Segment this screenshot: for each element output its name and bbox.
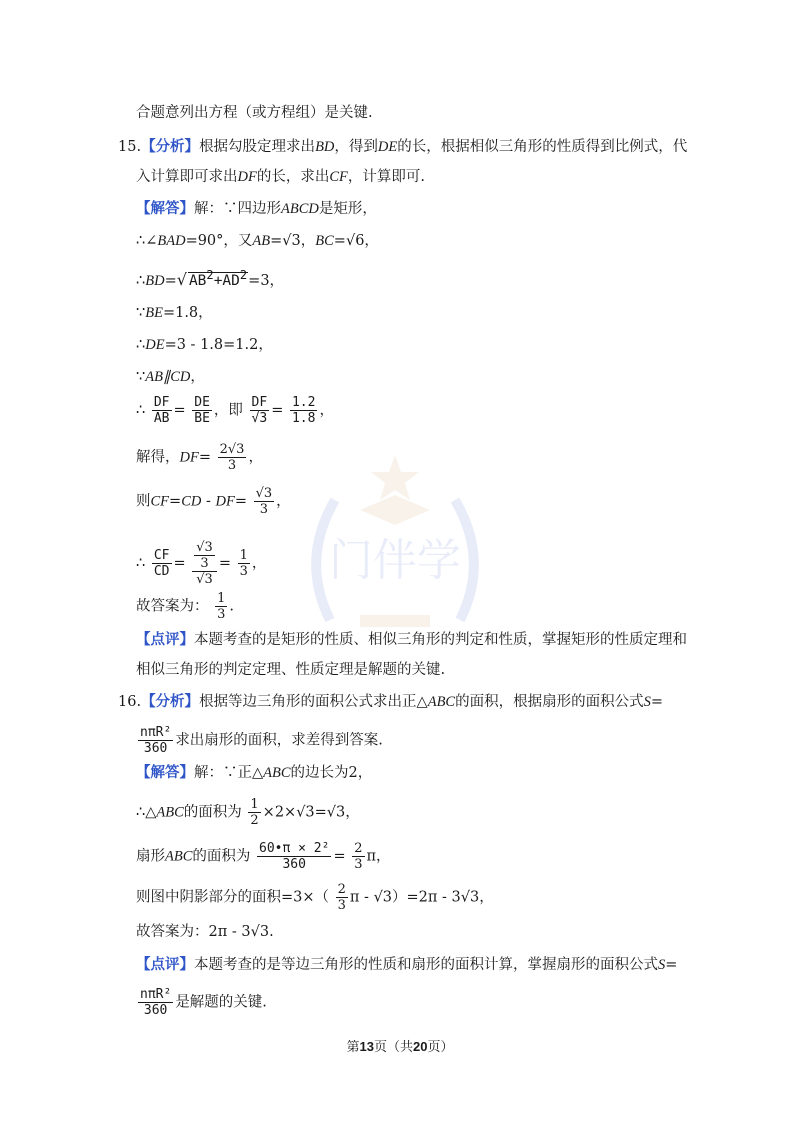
page-number: 13 xyxy=(359,1039,374,1054)
text: 第 xyxy=(346,1040,360,1055)
q16-number: 16. xyxy=(118,694,142,710)
watermark-text: 门伴学 xyxy=(329,535,461,586)
text: 故答案为：2π - 3√3. xyxy=(136,924,274,940)
var: ABC xyxy=(156,804,184,821)
q15-step-8 xyxy=(136,442,263,473)
var-bd: BD xyxy=(315,139,335,155)
text: ， xyxy=(251,555,267,572)
numerator: 2 xyxy=(354,841,363,856)
denominator: BE xyxy=(194,411,210,426)
var: ABC xyxy=(427,694,456,710)
var: DF xyxy=(215,493,235,510)
fraction xyxy=(218,442,247,473)
text: ∵ xyxy=(136,305,146,321)
var-cf: CF xyxy=(329,169,348,185)
var: AB xyxy=(252,233,271,249)
text: ， xyxy=(364,233,379,249)
q15-step-10 xyxy=(136,540,266,587)
q16-final-answer xyxy=(136,922,274,942)
text: 则图中阴影部分的面积=3×（ xyxy=(136,889,330,906)
total-pages: 20 xyxy=(413,1039,428,1054)
text: ，得到 xyxy=(334,139,378,155)
numerator: nπR² xyxy=(140,987,172,1002)
text: 根据等边三角形的面积公式求出正△ xyxy=(199,694,428,710)
text: = xyxy=(169,493,182,510)
denominator: 360 xyxy=(143,1003,168,1018)
q16-comment-line-2 xyxy=(136,987,267,1018)
q15-step-2 xyxy=(136,231,379,251)
denominator: CD xyxy=(153,564,170,579)
denominator: 3 xyxy=(259,502,268,517)
fraction xyxy=(152,395,172,426)
var-df: DF xyxy=(237,169,257,185)
q16-analysis-line-2 xyxy=(136,725,383,756)
numerator: DF xyxy=(251,395,268,410)
fraction xyxy=(248,797,260,828)
text: ∴△ xyxy=(136,804,157,821)
text: 本题考查的是等边三角形的性质和扇形的面积计算，掌握扇形的面积公式 xyxy=(194,957,658,973)
q16-answer-tag: 【解答】 xyxy=(136,764,194,781)
text: 相似三角形的判定定理、性质定理是解题的关键. xyxy=(136,662,446,678)
text: ， xyxy=(276,493,291,510)
text: ∴ xyxy=(136,555,146,572)
text: = xyxy=(164,272,177,289)
text: 则 xyxy=(136,493,151,510)
q16-analysis-line-1 xyxy=(118,692,663,712)
numerator: DF xyxy=(153,395,170,410)
text: 页） xyxy=(427,1040,454,1055)
text: 扇形 xyxy=(136,848,165,865)
denominator: AB xyxy=(153,411,170,426)
complex-fraction xyxy=(192,540,217,587)
text: 是解题的关键. xyxy=(175,994,267,1011)
sqrt-expr: √3 xyxy=(282,233,301,249)
text: = xyxy=(333,848,346,865)
numerator: 1 xyxy=(250,797,259,812)
q16-analysis-tag: 【分析】 xyxy=(141,693,200,710)
text: ， xyxy=(248,449,263,466)
text: ， xyxy=(190,369,205,385)
q16-comment-tag: 【点评】 xyxy=(136,956,194,973)
q15-step-9 xyxy=(136,486,291,517)
q16-comment-line-1 xyxy=(136,955,677,975)
text: 的长，根据相似三角形的性质得到比例式，代 xyxy=(397,139,688,155)
q15-comment-tag: 【点评】 xyxy=(136,631,194,648)
var: BD xyxy=(145,272,165,289)
text: ×2×√3=√3， xyxy=(262,804,360,821)
var: CF xyxy=(150,493,170,510)
text: = xyxy=(234,493,247,510)
var-abcd: ABCD xyxy=(281,201,319,217)
numerator: DE xyxy=(194,395,210,410)
q16-step-2 xyxy=(136,797,360,828)
var: DE xyxy=(145,337,165,353)
numerator: 1 xyxy=(217,591,226,606)
q15-step-4 xyxy=(136,303,213,323)
text: =1.8， xyxy=(162,305,213,321)
text: 的面积为 xyxy=(192,848,251,865)
text: ∴ xyxy=(136,272,146,289)
var: ABC xyxy=(263,765,291,781)
text: 的面积，根据扇形的面积公式 xyxy=(455,694,644,710)
numerator: 60•π × 2² xyxy=(259,841,330,856)
q15-step-7 xyxy=(136,395,334,426)
numerator: nπR² xyxy=(140,725,172,740)
text: 根据勾股定理求出 xyxy=(199,139,316,155)
var: S xyxy=(643,694,651,710)
intro-text xyxy=(136,103,373,123)
q15-answer-tag: 【解答】 xyxy=(136,200,194,217)
sector-area-formula xyxy=(138,725,173,756)
text: - xyxy=(201,493,216,510)
q15-comment-line-2 xyxy=(136,660,445,680)
fraction xyxy=(336,882,348,913)
var: AB∥CD xyxy=(145,369,191,385)
fraction xyxy=(257,841,331,872)
exponent: 2 xyxy=(206,268,214,282)
text: 的长，求出 xyxy=(256,169,330,185)
text: ∴ xyxy=(136,337,146,353)
denominator: 360 xyxy=(143,741,168,756)
inner-fraction xyxy=(194,540,215,571)
denominator: √3 xyxy=(251,411,268,426)
text: 求出扇形的面积，求差得到答案. xyxy=(175,732,383,749)
fraction xyxy=(152,548,172,579)
q15-step-5 xyxy=(136,335,273,355)
var: DF xyxy=(179,449,199,466)
exponent: 2 xyxy=(239,268,248,282)
text: AB xyxy=(188,272,207,289)
sqrt-expr: √6 xyxy=(345,233,365,249)
q15-step-6 xyxy=(136,367,205,387)
var: S xyxy=(658,957,666,973)
text: = xyxy=(173,555,186,572)
q15-step-3 xyxy=(136,265,284,291)
numerator: 1 xyxy=(239,548,248,563)
var: BE xyxy=(145,305,163,321)
text: ∵ xyxy=(136,369,146,385)
text: 入计算即可求出 xyxy=(136,169,238,185)
numerator xyxy=(192,540,217,572)
denominator: √3 xyxy=(196,572,213,587)
denominator: 1.8 xyxy=(291,411,316,426)
var-de: DE xyxy=(377,139,398,155)
text: = xyxy=(665,957,678,973)
q15-final-answer xyxy=(136,591,234,622)
text: π - √3）=2π - 3√3， xyxy=(349,889,494,906)
denominator: 3 xyxy=(217,607,226,622)
q15-analysis-tag: 【分析】 xyxy=(141,138,200,155)
text: = xyxy=(650,694,664,710)
q16-step-3 xyxy=(136,841,391,872)
text: π， xyxy=(366,848,391,865)
text: 解得， xyxy=(136,449,180,466)
text: 页（共 xyxy=(373,1040,413,1055)
text: =3， xyxy=(248,272,285,289)
text: = xyxy=(270,233,283,249)
text: 故答案为： xyxy=(136,598,209,615)
text: +AD xyxy=(213,272,240,289)
text: = xyxy=(271,402,284,419)
numerator: 1.2 xyxy=(291,395,316,410)
text: = xyxy=(173,402,186,419)
denominator: 3 xyxy=(354,857,363,872)
numerator: √3 xyxy=(196,540,213,555)
var: BC xyxy=(315,233,334,249)
text: ， xyxy=(319,402,334,419)
denominator: 3 xyxy=(337,898,346,913)
numerator: √3 xyxy=(255,486,273,501)
text: = xyxy=(333,233,346,249)
q15-comment-line-1 xyxy=(136,630,687,650)
text: 的边长为2， xyxy=(290,765,373,781)
text: ， xyxy=(300,233,316,249)
numerator: CF xyxy=(153,548,170,563)
text: ，计算即可. xyxy=(347,169,425,185)
text: 的面积为 xyxy=(183,804,242,821)
numerator: 2 xyxy=(337,882,346,897)
numerator: 2√3 xyxy=(219,442,245,457)
text: =90°，又 xyxy=(185,233,253,249)
fraction xyxy=(238,548,250,579)
sector-area-formula xyxy=(138,987,173,1018)
var: ABC xyxy=(165,848,193,865)
denominator: 3 xyxy=(227,458,237,473)
denominator: 3 xyxy=(239,564,248,579)
text: ，即 xyxy=(213,402,243,419)
fraction xyxy=(290,395,317,426)
text: . xyxy=(229,598,234,615)
radicand xyxy=(188,268,248,289)
text: 解：∵四边形 xyxy=(194,201,281,217)
text: ∴∠ xyxy=(136,233,158,249)
q15-number: 15. xyxy=(118,139,142,155)
var: BAD xyxy=(157,233,186,249)
text: 本题考查的是矩形的性质、相似三角形的判定和性质，掌握矩形的性质定理和 xyxy=(194,632,687,648)
text: 是矩形， xyxy=(318,201,377,217)
fraction xyxy=(250,395,270,426)
q15-answer-line-1 xyxy=(136,199,377,219)
fraction xyxy=(352,841,364,872)
intro-sentence: 合题意列出方程（或方程组）是关键. xyxy=(136,105,373,121)
text: = xyxy=(198,449,211,466)
denominator: 3 xyxy=(200,556,209,571)
fraction xyxy=(215,591,227,622)
fraction xyxy=(192,395,212,426)
text: 解：∵正△ xyxy=(194,765,264,781)
text: ∴ xyxy=(136,402,146,419)
var: CD xyxy=(181,493,202,510)
text: =3 - 1.8=1.2， xyxy=(164,337,273,353)
q16-step-4 xyxy=(136,882,494,913)
fraction xyxy=(254,486,275,517)
q15-analysis-line-2 xyxy=(136,167,425,187)
page-footer xyxy=(0,1036,800,1055)
text: = xyxy=(218,555,231,572)
q16-answer-line-1 xyxy=(136,763,372,783)
denominator: 2 xyxy=(250,813,259,828)
watermark-logo xyxy=(290,450,500,660)
q15-analysis-line-1 xyxy=(118,137,687,157)
radical-sign: √ xyxy=(176,269,187,289)
denominator: 360 xyxy=(282,857,306,872)
